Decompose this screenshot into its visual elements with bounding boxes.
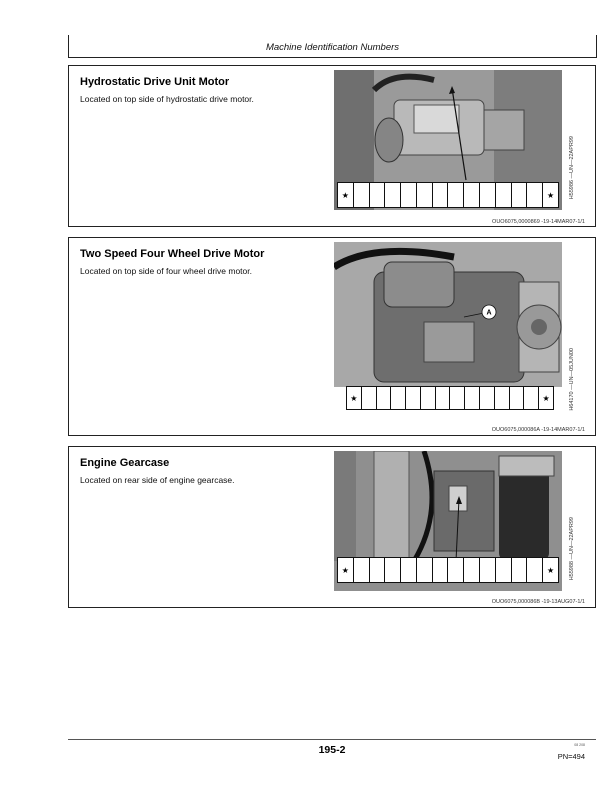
digit-box <box>370 558 386 582</box>
reference-code: OUO6075,0000869 -19-14MAR07-1/1 <box>492 219 585 225</box>
digit-box <box>464 183 480 207</box>
digit-box <box>401 183 417 207</box>
digit-box <box>433 558 449 582</box>
digit-box <box>464 558 480 582</box>
star-cell: ★ <box>542 393 550 403</box>
digit-box <box>377 387 392 409</box>
page-number: 195-2 <box>318 744 346 756</box>
star-cell: ★ <box>546 190 555 200</box>
digit-box <box>480 387 495 409</box>
header-rule <box>68 57 597 58</box>
digit-box <box>480 558 496 582</box>
serial-number-boxes <box>346 386 554 410</box>
digit-box <box>406 387 421 409</box>
star-cell: ★ <box>338 558 354 582</box>
digit-box <box>480 183 496 207</box>
digit-box <box>391 387 406 409</box>
section-title: Hydrostatic Drive Unit Motor <box>80 76 230 88</box>
digit-box <box>385 558 401 582</box>
digit-box <box>354 183 370 207</box>
serial-number-boxes <box>337 557 559 583</box>
star-cell: ★ <box>546 565 555 575</box>
digit-box <box>370 183 386 207</box>
digit-box <box>496 183 512 207</box>
digit-box <box>421 387 436 409</box>
section-title: Engine Gearcase <box>80 457 170 469</box>
digit-box <box>495 387 510 409</box>
section-description: Located on top side of four wheel drive motor. <box>80 266 252 276</box>
digit-box <box>510 387 525 409</box>
image-code: H55986 —UN—22APR99 <box>569 136 575 200</box>
digit-box <box>354 558 370 582</box>
footer-rule <box>68 739 596 740</box>
section-engine-gearcase <box>68 446 596 608</box>
digit-box <box>512 558 528 582</box>
digit-box <box>385 183 401 207</box>
star-cell: ★ <box>347 387 362 409</box>
star-cell: ★ <box>338 183 354 207</box>
image-code: H64170 —UN—05JUN00 <box>569 348 575 411</box>
section-description: Located on top side of hydrostatic drive motor. <box>80 94 254 104</box>
section-description: Located on rear side of engine gearcase. <box>80 475 235 485</box>
callout-a-label: A <box>486 309 492 317</box>
digit-box <box>417 558 433 582</box>
section-four-wheel-drive-motor <box>68 237 596 436</box>
digit-box <box>450 387 465 409</box>
pn-number: PN=494 <box>557 752 585 761</box>
digit-box <box>465 387 480 409</box>
serial-number-boxes <box>337 182 559 208</box>
four-wheel-drive-motor-photo <box>334 242 562 387</box>
reference-code: OUO6075,000086A -19-14MAR07-1/1 <box>491 427 585 433</box>
digit-box <box>448 183 464 207</box>
digit-box <box>527 183 543 207</box>
section-title: Two Speed Four Wheel Drive Motor <box>80 248 265 260</box>
digit-box <box>362 387 377 409</box>
image-code: H55988 —UN—22APR99 <box>569 517 575 581</box>
digit-box <box>448 558 464 582</box>
digit-box <box>496 558 512 582</box>
footer-small-code: 08 208 <box>574 743 585 747</box>
digit-box <box>417 183 433 207</box>
digit-box <box>527 558 543 582</box>
digit-box <box>433 183 449 207</box>
digit-box <box>512 183 528 207</box>
digit-box <box>436 387 451 409</box>
section-hydrostatic-motor <box>68 65 596 227</box>
page-header-title: Machine Identification Numbers <box>265 42 400 53</box>
digit-box <box>524 387 539 409</box>
digit-box <box>401 558 417 582</box>
reference-code: OUO6075,000086B -19-13AUG07-1/1 <box>491 599 585 605</box>
